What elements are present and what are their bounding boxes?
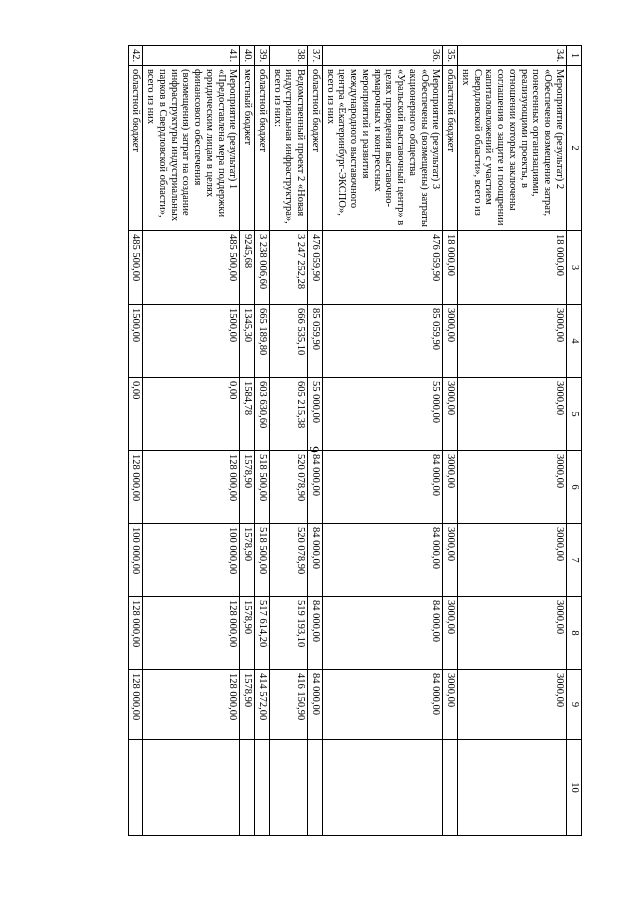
value-cell: 128 000,00 — [143, 670, 240, 740]
value-cell: 3000,00 — [443, 451, 458, 524]
value-cell: 9245,68 — [240, 231, 255, 305]
value-cell: 1500,00 — [128, 305, 143, 378]
value-cell: 476 059,90 — [323, 231, 444, 305]
value-cell: 3000,00 — [443, 670, 458, 740]
value-cell: 1578,90 — [240, 451, 255, 524]
row-number-cell: 40. — [240, 46, 255, 66]
value-cell: 3 247 252,28 — [270, 231, 308, 305]
table-row — [443, 46, 458, 836]
value-cell: 605 215,38 — [270, 378, 308, 451]
value-cell: 84 000,00 — [308, 524, 323, 597]
header-cell: 4 — [567, 305, 582, 378]
value-cell: 0,00 — [128, 378, 143, 451]
row-description-cell: областной бюджет — [443, 66, 458, 231]
table-row — [255, 46, 270, 836]
row-description-cell: Мероприятие (результат) 3 «Обеспечены (возмещены) затраты акционерного общества «Уральский выставочный центр» в целях проведения выставочно-ярмарочных и конгрессных мероприятий и развития международного выставочного центра «Екатеринбург-ЭКСПО», всего из них — [323, 66, 444, 231]
value-cell: 3000,00 — [443, 305, 458, 378]
value-cell: 1500,00 — [143, 305, 240, 378]
value-cell: 128 000,00 — [128, 670, 143, 740]
table-row — [458, 46, 567, 836]
value-cell — [308, 740, 323, 836]
value-cell — [128, 740, 143, 836]
value-cell: 84 000,00 — [323, 597, 444, 670]
value-cell — [270, 740, 308, 836]
header-cell: 1 — [567, 46, 582, 66]
row-number-cell: 36. — [323, 46, 444, 66]
value-cell: 84 000,00 — [323, 670, 444, 740]
value-cell: 85 059,90 — [308, 305, 323, 378]
row-number-cell: 41. — [143, 46, 240, 66]
table-row — [323, 46, 444, 836]
value-cell: 85 059,90 — [323, 305, 444, 378]
header-cell: 2 — [567, 66, 582, 231]
value-cell: 3000,00 — [458, 451, 567, 524]
row-description-cell: областной бюджет — [308, 66, 323, 231]
value-cell: 100 000,00 — [143, 524, 240, 597]
value-cell: 55 000,00 — [323, 378, 444, 451]
header-cell: 10 — [567, 740, 582, 836]
value-cell: 416 150,90 — [270, 670, 308, 740]
value-cell: 3 238 006,60 — [255, 231, 270, 305]
value-cell — [443, 740, 458, 836]
row-description-cell: Ведомственный проект 2 «Новая индустриальная инфраструктура», всего из них: — [270, 66, 308, 231]
value-cell: 100 000,00 — [128, 524, 143, 597]
header-cell: 6 — [567, 451, 582, 524]
value-cell — [240, 740, 255, 836]
table-row — [270, 46, 308, 836]
row-description-cell: областной бюджет — [255, 66, 270, 231]
header-cell: 9 — [567, 670, 582, 740]
value-cell: 128 000,00 — [143, 597, 240, 670]
value-cell: 84 000,00 — [323, 524, 444, 597]
table-row — [143, 46, 240, 836]
table-row — [240, 46, 255, 836]
value-cell: 520 078,90 — [270, 451, 308, 524]
header-row — [567, 46, 582, 836]
value-cell: 666 535,10 — [270, 305, 308, 378]
value-cell: 128 000,00 — [128, 597, 143, 670]
value-cell: 84 000,00 — [308, 451, 323, 524]
value-cell — [143, 740, 240, 836]
value-cell: 518 500,00 — [255, 451, 270, 524]
value-cell: 485 500,00 — [128, 231, 143, 305]
value-cell: 3000,00 — [458, 670, 567, 740]
value-cell: 3000,00 — [458, 305, 567, 378]
value-cell: 520 078,90 — [270, 524, 308, 597]
value-cell: 1578,90 — [240, 524, 255, 597]
row-description-cell: Мероприятие (результат) 2 «Обеспечено возмещение затрат, понесенных организациями, реализующими проекты, в отношении которых заключены соглашения о защите и поощрении капиталовложений с участием Свердловской области», всего из них — [458, 66, 567, 231]
value-cell — [323, 740, 444, 836]
row-number-cell: 37. — [308, 46, 323, 66]
table-row — [128, 46, 143, 836]
value-cell: 128 000,00 — [143, 451, 240, 524]
value-cell: 3000,00 — [443, 597, 458, 670]
value-cell: 18 000,00 — [458, 231, 567, 305]
value-cell: 1578,90 — [240, 597, 255, 670]
budget-table — [128, 45, 582, 836]
value-cell — [458, 740, 567, 836]
header-cell: 3 — [567, 231, 582, 305]
value-cell: 3000,00 — [458, 378, 567, 451]
value-cell: 18 000,00 — [443, 231, 458, 305]
value-cell: 84 000,00 — [308, 670, 323, 740]
value-cell: 84 000,00 — [308, 597, 323, 670]
table-row — [308, 46, 323, 836]
header-cell: 8 — [567, 597, 582, 670]
value-cell: 414 572,00 — [255, 670, 270, 740]
header-cell: 7 — [567, 524, 582, 597]
value-cell: 128 000,00 — [128, 451, 143, 524]
value-cell: 3000,00 — [443, 524, 458, 597]
row-number-cell: 42. — [128, 46, 143, 66]
value-cell: 1584,78 — [240, 378, 255, 451]
row-number-cell: 34. — [458, 46, 567, 66]
value-cell: 0,00 — [143, 378, 240, 451]
page-number: 9 — [306, 446, 322, 453]
row-description-cell: областной бюджет — [128, 66, 143, 231]
value-cell: 1345,30 — [240, 305, 255, 378]
value-cell: 603 630,60 — [255, 378, 270, 451]
value-cell: 1578,90 — [240, 670, 255, 740]
value-cell: 665 189,80 — [255, 305, 270, 378]
row-number-cell: 38. — [270, 46, 308, 66]
value-cell: 55 000,00 — [308, 378, 323, 451]
value-cell: 519 193,10 — [270, 597, 308, 670]
row-number-cell: 35. — [443, 46, 458, 66]
header-cell: 5 — [567, 378, 582, 451]
value-cell: 3000,00 — [458, 597, 567, 670]
row-description-cell: местный бюджет — [240, 66, 255, 231]
value-cell: 84 000,00 — [323, 451, 444, 524]
value-cell: 3000,00 — [458, 524, 567, 597]
value-cell: 518 500,00 — [255, 524, 270, 597]
value-cell: 517 614,20 — [255, 597, 270, 670]
row-description-cell: Мероприятие (результат) 1 «Предоставлена мера поддержки юридическим лицам в целях финансового обеспечения (возмещения) затрат на создание инфраструктуры индустриальных парков в Свердловской области», всего из них — [143, 66, 240, 231]
value-cell: 485 500,00 — [143, 231, 240, 305]
value-cell — [255, 740, 270, 836]
rotated-page-content — [130, 0, 640, 845]
value-cell: 3000,00 — [443, 378, 458, 451]
value-cell: 476 059,90 — [308, 231, 323, 305]
row-number-cell: 39. — [255, 46, 270, 66]
